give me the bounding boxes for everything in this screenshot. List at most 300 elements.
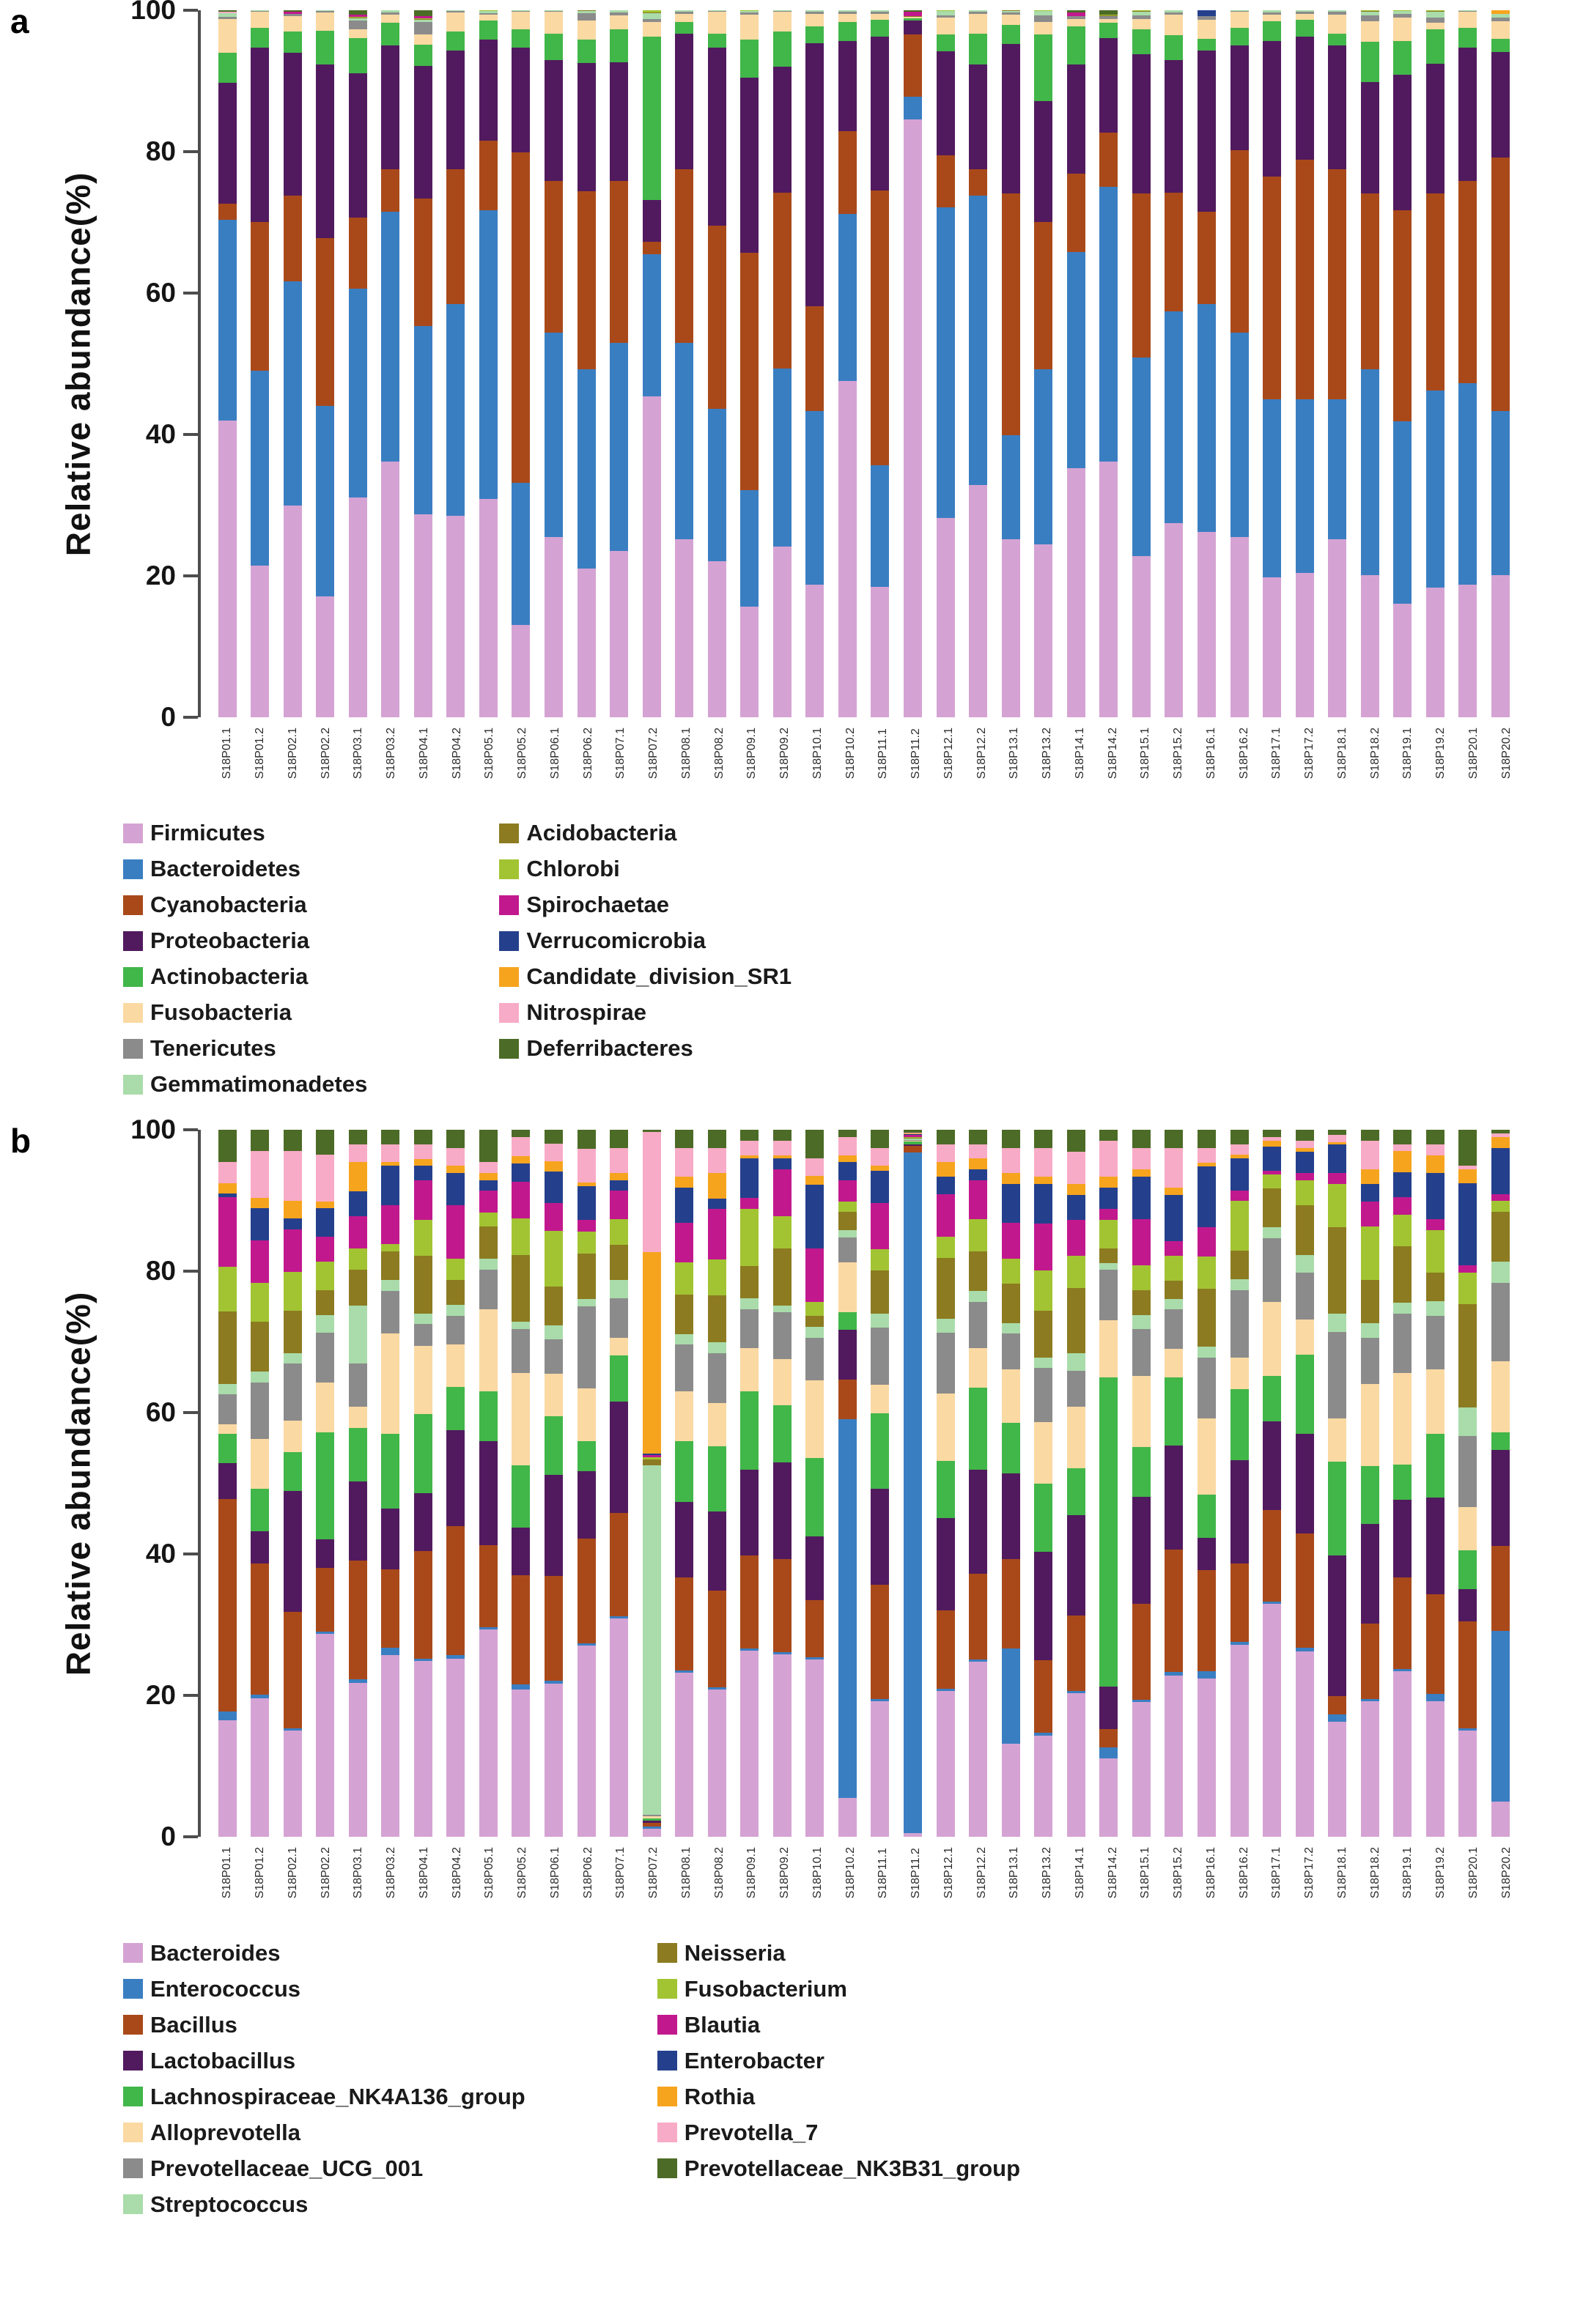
segment-Lachnospiraceae_NK4A136_group [218, 1434, 237, 1464]
segment-Rothia [675, 1177, 693, 1188]
segment-Enterococcus [1426, 1694, 1444, 1701]
segment-Fusobacterium [381, 1244, 399, 1251]
segment-Prevotella_7 [1034, 1148, 1052, 1177]
x-label-text: S18P19.2 [1434, 728, 1447, 780]
bar-S18P13.2 [1034, 10, 1052, 717]
segment-Rothia [316, 1202, 334, 1209]
segment-Prevotellaceae_NK3B31_group [1393, 1130, 1412, 1144]
segment-Actinobacteria [1230, 28, 1249, 45]
x-label-text: S18P16.1 [1204, 1847, 1217, 1899]
y-tick-label: 100 [130, 0, 176, 25]
segment-Rothia [1034, 1177, 1052, 1184]
y-tick-mark [183, 1411, 198, 1414]
segment-Enterobacter [1263, 1147, 1281, 1172]
segment-Fusobacteria [643, 22, 661, 36]
segment-Cyanobacteria [512, 152, 530, 483]
y-tick-label: 100 [130, 1114, 176, 1145]
segment-Prevotellaceae_UCG_001 [545, 1339, 563, 1374]
segment-Bacillus [1132, 1604, 1151, 1700]
segment-Fusobacteria [1034, 22, 1052, 34]
segment-Enterobacter [675, 1188, 693, 1224]
x-label-S18P03.1 [350, 1847, 368, 1898]
segment-Bacteroides [1458, 1731, 1477, 1838]
bar-S18P11.2 [904, 1130, 922, 1837]
segment-Bacillus [316, 1568, 334, 1632]
segment-Bacillus [1296, 1533, 1314, 1648]
bar-S18P13.1 [1002, 10, 1020, 717]
bar-S18P19.1 [1393, 1130, 1412, 1837]
bar-S18P12.2 [969, 10, 987, 717]
segment-Blautia [1067, 1220, 1085, 1256]
legend-label-Tenericutes: Tenericutes [150, 1035, 276, 1062]
segment-Bacillus [1458, 1621, 1477, 1728]
segment-Lachnospiraceae_NK4A136_group [773, 1405, 792, 1462]
x-label-text: S18P19.1 [1401, 728, 1414, 780]
x-label-S18P19.1 [1399, 728, 1417, 779]
segment-Gemmatimonadetes [1426, 12, 1444, 18]
bar-S18P01.2 [251, 1130, 269, 1837]
segment-Alloprevotella [545, 1374, 563, 1416]
segment-Fusobacteria [446, 12, 465, 32]
x-label-text: S18P17.2 [1303, 1847, 1316, 1899]
x-label-S18P06.2 [579, 1847, 597, 1898]
x-label-text: S18P02.1 [286, 1847, 299, 1899]
bar-S18P14.1 [1067, 1130, 1085, 1837]
segment-Lachnospiraceae_NK4A136_group [1099, 1377, 1118, 1686]
segment-Fusobacterium [1426, 1230, 1444, 1273]
y-tick-label: 80 [145, 1256, 176, 1287]
segment-Actinobacteria [578, 40, 596, 64]
segment-Alloprevotella [838, 1262, 857, 1312]
legend-swatch-Prevotellaceae_UCG_001 [123, 2158, 143, 2178]
segment-Bacteroidetes [904, 97, 922, 120]
segment-Actinobacteria [773, 32, 792, 67]
bar-S18P05.1 [479, 1130, 498, 1837]
segment-Actinobacteria [1393, 41, 1412, 74]
y-tick-label: 40 [145, 1539, 176, 1569]
x-label-S18P10.2 [841, 728, 860, 779]
segment-Prevotellaceae_UCG_001 [578, 1306, 596, 1389]
segment-Prevotellaceae_NK3B31_group [1034, 1130, 1052, 1148]
segment-Prevotellaceae_UCG_001 [1361, 1338, 1379, 1384]
segment-Actinobacteria [479, 21, 498, 40]
x-label-text: S18P08.1 [679, 728, 693, 780]
x-label-text: S18P04.2 [450, 728, 463, 780]
segment-Proteobacteria [1165, 60, 1183, 193]
legend-item-Chlorobi [499, 856, 792, 882]
segment-Cyanobacteria [773, 193, 792, 369]
legend-label-Blautia: Blautia [684, 2011, 761, 2038]
segment-Gemmatimonadetes [643, 13, 661, 19]
segment-Fusobacterium [349, 1248, 367, 1270]
y-tick-40 [146, 1539, 198, 1569]
segment-Prevotellaceae_UCG_001 [1165, 1309, 1183, 1349]
segment-Alloprevotella [969, 1348, 987, 1388]
bar-S18P05.2 [512, 10, 530, 717]
y-tick-mark [183, 9, 198, 12]
segment-Prevotellaceae_NK3B31_group [969, 1130, 987, 1144]
segment-Rothia [1393, 1151, 1412, 1172]
segment-Neisseria [349, 1270, 367, 1306]
legend-swatch-Proteobacteria [123, 931, 143, 951]
bar-S18P16.1 [1198, 1130, 1216, 1837]
segment-Fusobacteria [316, 12, 334, 31]
segment-Enterobacter [740, 1158, 759, 1198]
y-tick-60 [146, 1397, 198, 1428]
segment-Neisseria [316, 1290, 334, 1315]
legend-label-Enterococcus: Enterococcus [150, 1975, 301, 2002]
panel-b-ylabel-box [44, 1130, 111, 1837]
y-tick-40 [146, 419, 198, 450]
segment-Bacteroidetes [1132, 358, 1151, 557]
segment-Enterococcus [218, 1711, 237, 1720]
x-label-S18P02.2 [317, 1847, 335, 1898]
segment-Proteobacteria [545, 60, 563, 181]
segment-Bacteroidetes [1296, 399, 1314, 573]
segment-Bacteroides [349, 1683, 367, 1838]
segment-Rothia [414, 1159, 432, 1166]
segment-Lactobacillus [1393, 1500, 1412, 1577]
segment-Blautia [1198, 1227, 1216, 1256]
bar-S18P15.1 [1132, 1130, 1151, 1837]
segment-Lachnospiraceae_NK4A136_group [1426, 1434, 1444, 1498]
segment-Alloprevotella [1198, 1418, 1216, 1494]
bar-S18P04.1 [414, 1130, 432, 1837]
segment-Firmicutes [1458, 585, 1477, 717]
segment-Prevotella_7 [578, 1149, 596, 1183]
segment-Cyanobacteria [643, 242, 661, 254]
segment-Bacillus [740, 1555, 759, 1648]
segment-Actinobacteria [381, 23, 399, 45]
segment-Rothia [1458, 1169, 1477, 1183]
segment-Prevotellaceae_UCG_001 [1263, 1238, 1281, 1302]
segment-Neisseria [545, 1287, 563, 1325]
x-label-S18P12.2 [973, 728, 991, 779]
segment-Actinobacteria [1328, 34, 1346, 45]
y-tick-80 [146, 136, 198, 167]
segment-Cyanobacteria [1230, 150, 1249, 333]
panel-b [0, 1114, 1594, 2217]
segment-Proteobacteria [1263, 41, 1281, 177]
bar-S18P06.2 [578, 10, 596, 717]
segment-Firmicutes [446, 516, 465, 717]
x-label-S18P04.1 [415, 728, 433, 779]
segment-Blautia [218, 1197, 237, 1267]
segment-Cyanobacteria [871, 190, 889, 465]
x-label-text: S18P08.2 [712, 728, 726, 780]
segment-Prevotella_7 [218, 1162, 237, 1183]
segment-Lachnospiraceae_NK4A136_group [1034, 1484, 1052, 1553]
legend-label-Bacillus: Bacillus [150, 2011, 237, 2038]
segment-Actinobacteria [708, 34, 726, 48]
segment-Lactobacillus [805, 1536, 824, 1600]
segment-Prevotella_7 [643, 1132, 661, 1252]
bar-S18P20.1 [1458, 10, 1477, 717]
segment-Lactobacillus [1426, 1498, 1444, 1594]
segment-Neisseria [805, 1316, 824, 1327]
x-label-S18P20.2 [1497, 728, 1516, 779]
segment-Bacteroides [1361, 1701, 1379, 1838]
segment-Lactobacillus [1099, 1687, 1118, 1730]
segment-Bacteroidetes [479, 210, 498, 499]
segment-Prevotella_7 [1393, 1144, 1412, 1152]
segment-Fusobacterium [1263, 1174, 1281, 1188]
segment-Fusobacterium [773, 1216, 792, 1248]
bar-S18P03.2 [381, 1130, 399, 1837]
segment-Lactobacillus [1263, 1421, 1281, 1510]
x-label-S18P01.1 [218, 728, 237, 779]
segment-Blautia [545, 1203, 563, 1231]
segment-Proteobacteria [1034, 101, 1052, 222]
segment-Prevotella_7 [349, 1144, 367, 1162]
segment-Prevotella_7 [1067, 1152, 1085, 1184]
y-tick-mark [183, 1553, 198, 1555]
segment-Prevotellaceae_UCG_001 [1198, 1358, 1216, 1419]
x-label-S18P03.1 [350, 728, 368, 779]
legend-swatch-Candidate_division_SR1 [499, 967, 519, 987]
x-label-text: S18P17.2 [1303, 728, 1316, 780]
segment-Neisseria [1328, 1227, 1346, 1314]
y-tick-60 [146, 278, 198, 308]
segment-Firmicutes [1034, 544, 1052, 717]
legend-label-Gemmatimonadetes: Gemmatimonadetes [150, 1071, 368, 1098]
segment-Fusobacteria [479, 15, 498, 21]
segment-Bacillus [838, 1380, 857, 1419]
segment-Cyanobacteria [1426, 193, 1444, 391]
segment-Rothia [969, 1158, 987, 1169]
bar-S18P07.1 [610, 10, 628, 717]
segment-Lactobacillus [446, 1430, 465, 1527]
segment-Prevotellaceae_UCG_001 [1230, 1290, 1249, 1358]
segment-Proteobacteria [349, 73, 367, 218]
segment-Lachnospiraceae_NK4A136_group [284, 1452, 302, 1491]
segment-Enterobacter [1165, 1195, 1183, 1242]
segment-Prevotellaceae_UCG_001 [1426, 1316, 1444, 1369]
segment-Lactobacillus [1361, 1524, 1379, 1624]
legend-label-Prevotellaceae_NK3B31_group: Prevotellaceae_NK3B31_group [684, 2155, 1021, 2181]
segment-Firmicutes [414, 514, 432, 717]
y-tick-20 [146, 1680, 198, 1711]
segment-Alloprevotella [708, 1403, 726, 1446]
bar-S18P17.1 [1263, 10, 1281, 717]
segment-Lactobacillus [512, 1528, 530, 1575]
segment-Actinobacteria [838, 22, 857, 40]
segment-Enterobacter [1296, 1152, 1314, 1173]
segment-Proteobacteria [969, 64, 987, 169]
segment-Prevotellaceae_UCG_001 [675, 1344, 693, 1391]
segment-Bacteroidetes [838, 214, 857, 381]
legend-swatch-Acidobacteria [499, 824, 519, 843]
segment-Fusobacteria [349, 29, 367, 38]
segment-Bacteroides [1132, 1702, 1151, 1838]
legend-swatch-Nitrospirae [499, 1003, 519, 1023]
segment-Neisseria [1458, 1304, 1477, 1407]
segment-Deferribacteres [414, 10, 432, 16]
segment-Rothia [1002, 1173, 1020, 1184]
segment-Enterococcus [381, 1648, 399, 1655]
segment-Streptococcus [218, 1384, 237, 1395]
segment-Prevotellaceae_UCG_001 [1393, 1314, 1412, 1374]
segment-Fusobacteria [805, 14, 824, 26]
segment-Fusobacteria [578, 21, 596, 40]
legend-label-Prevotellaceae_UCG_001: Prevotellaceae_UCG_001 [150, 2155, 424, 2181]
segment-Rothia [610, 1173, 628, 1180]
segment-Firmicutes [284, 506, 302, 717]
segment-Bacteroides [381, 1655, 399, 1838]
segment-Lachnospiraceae_NK4A136_group [349, 1428, 367, 1481]
y-tick-label: 60 [145, 1397, 176, 1428]
segment-Bacteroidetes [1099, 187, 1118, 462]
x-label-S18P05.2 [514, 1847, 532, 1898]
segment-Alloprevotella [446, 1344, 465, 1387]
legend-item-Acidobacteria [499, 820, 792, 846]
legend-swatch-Actinobacteria [123, 967, 143, 987]
x-label-S18P19.1 [1399, 1847, 1417, 1898]
segment-Prevotellaceae_UCG_001 [871, 1328, 889, 1385]
segment-Actinobacteria [1165, 35, 1183, 60]
segment-Actinobacteria [1458, 28, 1477, 48]
segment-Fusobacterium [838, 1202, 857, 1213]
x-label-S18P17.1 [1268, 1847, 1286, 1898]
segment-Enterobacter [871, 1171, 889, 1203]
segment-Prevotellaceae_UCG_001 [610, 1298, 628, 1338]
segment-Prevotellaceae_UCG_001 [805, 1338, 824, 1380]
segment-Actinobacteria [805, 26, 824, 43]
legend-label-Enterobacter: Enterobacter [684, 2047, 824, 2073]
bar-S18P15.2 [1165, 10, 1183, 717]
bar-S18P06.1 [545, 10, 563, 717]
segment-Bacteroides [512, 1690, 530, 1837]
segment-Bacteroidetes [512, 483, 530, 625]
segment-Enterobacter [1491, 1148, 1510, 1194]
segment-Streptococcus [1067, 1353, 1085, 1372]
bar-S18P05.1 [479, 10, 498, 717]
segment-Alloprevotella [1328, 1418, 1346, 1462]
segment-Blautia [479, 1191, 498, 1212]
y-tick-0 [160, 702, 198, 733]
segment-Lactobacillus [1491, 1450, 1510, 1546]
x-label-S18P17.2 [1301, 1847, 1319, 1898]
segment-Neisseria [675, 1295, 693, 1334]
segment-Proteobacteria [838, 41, 857, 132]
segment-Enterococcus [512, 1684, 530, 1690]
segment-Neisseria [708, 1295, 726, 1342]
segment-Firmicutes [708, 561, 726, 717]
segment-Rothia [284, 1201, 302, 1218]
segment-Cyanobacteria [414, 199, 432, 326]
segment-Firmicutes [1230, 537, 1249, 717]
segment-Prevotella_7 [284, 1151, 302, 1201]
segment-Prevotella_7 [708, 1148, 726, 1173]
segment-Prevotellaceae_NK3B31_group [316, 1130, 334, 1155]
segment-Alloprevotella [1491, 1361, 1510, 1432]
segment-Rothia [1263, 1141, 1281, 1147]
segment-Tenericutes [414, 22, 432, 34]
segment-Fusobacterium [284, 1272, 302, 1311]
segment-Actinobacteria [1198, 39, 1216, 51]
segment-Fusobacteria [284, 16, 302, 32]
segment-Bacteroides [316, 1634, 334, 1837]
segment-Alloprevotella [1296, 1320, 1314, 1355]
legend-label-Cyanobacteria: Cyanobacteria [150, 892, 307, 918]
segment-Firmicutes [1426, 588, 1444, 717]
x-label-text: S18P15.2 [1172, 1847, 1184, 1899]
segment-Cyanobacteria [349, 218, 367, 289]
segment-Prevotellaceae_NK3B31_group [251, 1130, 269, 1151]
segment-Fusobacteria [675, 14, 693, 23]
x-label-S18P19.2 [1432, 728, 1450, 779]
x-label-text: S18P16.2 [1237, 1847, 1250, 1899]
segment-Lachnospiraceae_NK4A136_group [740, 1391, 759, 1470]
legend-swatch-Firmicutes [123, 824, 143, 843]
segment-Prevotellaceae_UCG_001 [773, 1312, 792, 1358]
x-label-text: S18P02.1 [286, 728, 299, 780]
segment-Rothia [1099, 1177, 1118, 1188]
segment-Alloprevotella [805, 1380, 824, 1459]
segment-Bacteroides [578, 1646, 596, 1837]
legend-item-Prevotellaceae_NK3B31_group [657, 2155, 1020, 2182]
segment-Bacillus [381, 1569, 399, 1648]
segment-Bacteroidetes [1328, 399, 1346, 539]
segment-Streptococcus [740, 1298, 759, 1309]
segment-Lactobacillus [1328, 1555, 1346, 1696]
legend-item-Enterococcus [123, 1976, 525, 2002]
segment-Bacteroides [871, 1701, 889, 1837]
segment-Firmicutes [1296, 573, 1314, 717]
x-label-text: S18P02.2 [319, 728, 332, 780]
segment-Lachnospiraceae_NK4A136_group [1263, 1376, 1281, 1422]
panel-b-legend [123, 1940, 1594, 2218]
bar-S18P03.1 [349, 10, 367, 717]
segment-Bacteroides [251, 1698, 269, 1837]
legend-swatch-Fusobacteria [123, 1003, 143, 1023]
x-label-text: S18P01.1 [221, 728, 234, 780]
segment-Cyanobacteria [578, 191, 596, 369]
segment-Neisseria [381, 1251, 399, 1280]
x-label-text: S18P20.2 [1499, 728, 1513, 780]
bar-S18P06.1 [545, 1130, 563, 1837]
segment-Prevotellaceae_UCG_001 [1458, 1436, 1477, 1507]
y-tick-20 [146, 560, 198, 591]
legend-item-Candidate_division_SR1 [499, 963, 792, 990]
legend-swatch-Chlorobi [499, 859, 519, 879]
segment-Blautia [316, 1237, 334, 1262]
bar-S18P11.1 [871, 1130, 889, 1837]
segment-Rothia [708, 1173, 726, 1198]
segment-Cyanobacteria [284, 196, 302, 281]
bar-S18P18.2 [1361, 1130, 1379, 1837]
segment-Rothia [871, 1166, 889, 1171]
x-label-S18P01.2 [251, 728, 270, 779]
segment-Alloprevotella [251, 1439, 269, 1489]
x-label-text: S18P11.1 [877, 728, 890, 780]
segment-Bacteroides [479, 1629, 498, 1837]
segment-Cyanobacteria [251, 222, 269, 371]
x-label-text: S18P15.2 [1172, 728, 1184, 780]
segment-Neisseria [1034, 1311, 1052, 1358]
x-label-text: S18P09.1 [745, 1847, 759, 1899]
segment-Prevotellaceae_NK3B31_group [675, 1130, 693, 1147]
x-label-S18P09.1 [743, 1847, 761, 1898]
y-tick-label: 0 [160, 1821, 176, 1852]
x-label-S18P01.1 [218, 1847, 237, 1898]
segment-Bacteroidetes [578, 369, 596, 569]
x-label-S18P03.2 [383, 1847, 401, 1898]
segment-Streptococcus [805, 1327, 824, 1338]
segment-Rothia [446, 1166, 465, 1173]
legend-item-Enterobacter [657, 2048, 1020, 2074]
legend-item-Streptococcus [123, 2191, 525, 2218]
